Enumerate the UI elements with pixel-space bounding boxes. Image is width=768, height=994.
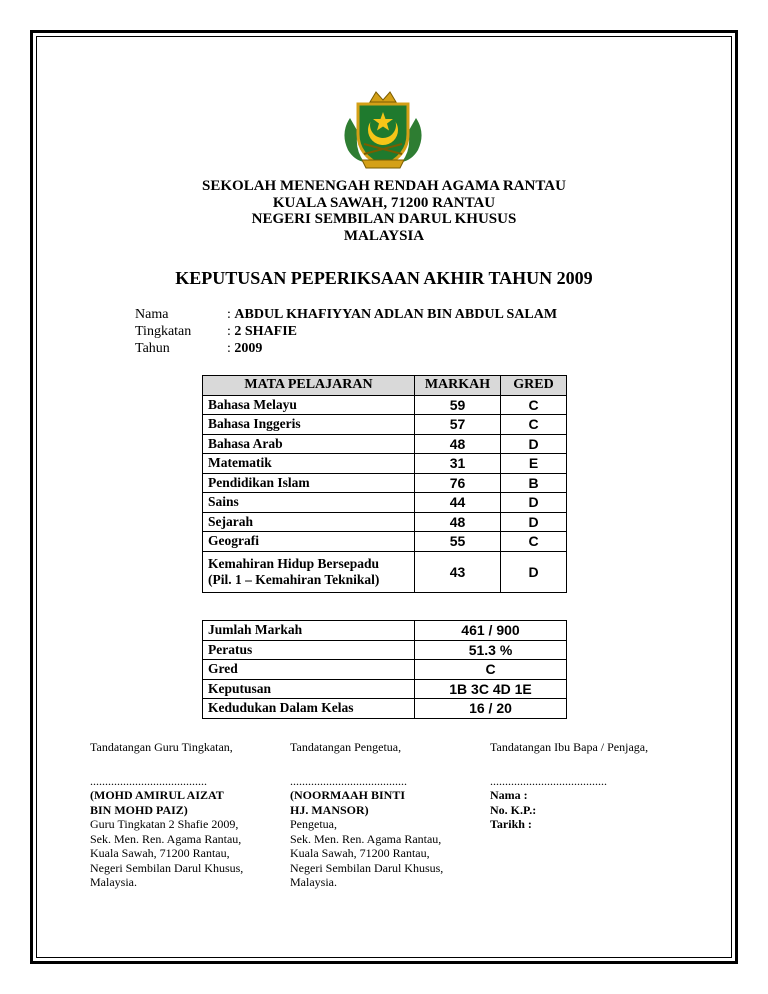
summary-value: 51.3 %	[415, 640, 567, 660]
table-row	[203, 532, 567, 552]
student-info	[135, 306, 557, 357]
parent-ic-field: No. K.P.:	[490, 802, 537, 817]
table-row	[203, 493, 567, 513]
student-form-label: Tingkatan	[135, 324, 192, 339]
summary-label: Peratus	[203, 640, 415, 660]
header-mark: MARKAH	[415, 376, 501, 396]
table-row	[203, 699, 567, 719]
teacher-address-line: Kuala Sawah, 71200 Rantau,	[90, 846, 230, 860]
table-row	[203, 621, 567, 641]
summary-value: C	[415, 660, 567, 680]
school-crest-icon	[340, 88, 426, 174]
student-year-row: Tahun : 2009	[135, 341, 263, 356]
header-grade: GRED	[501, 376, 567, 396]
principal-address-line: Malaysia.	[290, 875, 337, 889]
summary-label: Jumlah Markah	[203, 621, 415, 641]
subject-name: Bahasa Arab	[203, 434, 415, 454]
subject-mark: 44	[415, 493, 501, 513]
summary-value: 1B 3C 4D 1E	[415, 679, 567, 699]
principal-signature-line: .......................................	[290, 773, 407, 788]
table-row	[203, 512, 567, 532]
results-table	[202, 375, 567, 593]
subject-grade: D	[501, 493, 567, 513]
subject-grade: C	[501, 415, 567, 435]
student-year-value: 2009	[234, 341, 263, 356]
school-state: NEGERI SEMBILAN DARUL KHUSUS	[251, 211, 517, 227]
subject-name	[203, 551, 415, 592]
subject-grade: D	[501, 551, 567, 592]
subject-mark: 48	[415, 434, 501, 454]
subject-grade: D	[501, 434, 567, 454]
principal-title: Pengetua,	[290, 817, 337, 831]
principal-name-line1: (NOORMAAH BINTI	[290, 788, 406, 802]
summary-value: 461 / 900	[415, 621, 567, 641]
summary-label: Keputusan	[203, 679, 415, 699]
results-header-row	[203, 376, 567, 396]
summary-label: Kedudukan Dalam Kelas	[203, 699, 415, 719]
document-title: KEPUTUSAN PEPERIKSAAN AKHIR TAHUN 2009	[175, 268, 593, 288]
subject-grade: B	[501, 473, 567, 493]
subject-name: Matematik	[203, 454, 415, 474]
table-row	[203, 679, 567, 699]
subject-grade: C	[501, 532, 567, 552]
table-row	[203, 473, 567, 493]
table-row	[203, 660, 567, 680]
subject-grade: E	[501, 454, 567, 474]
table-row	[203, 395, 567, 415]
subject-mark: 31	[415, 454, 501, 474]
parent-signature-line: .......................................	[490, 773, 607, 788]
school-country: MALAYSIA	[343, 227, 425, 244]
teacher-address-line: Malaysia.	[90, 875, 137, 889]
summary-value: 16 / 20	[415, 699, 567, 719]
parent-name-field: Nama :	[490, 788, 528, 802]
table-row	[203, 454, 567, 474]
summary-table	[202, 620, 567, 719]
principal-address-line: Sek. Men. Ren. Agama Rantau,	[290, 831, 442, 846]
table-row	[203, 640, 567, 660]
teacher-signature-line: .......................................	[90, 773, 207, 788]
student-name-row: Nama : ABDUL KHAFIYYAN ADLAN BIN ABDUL SALAM	[135, 307, 558, 322]
teacher-name-line2: BIN MOHD PAIZ)	[90, 802, 188, 817]
school-address-line: KUALA SAWAH, 71200 RANTAU	[272, 194, 496, 211]
teacher-address-line: Sek. Men. Ren. Agama Rantau,	[90, 831, 242, 846]
student-name-label: Nama	[135, 307, 169, 322]
parent-date-field: Tarikh :	[490, 817, 532, 831]
subject-name: Sejarah	[203, 512, 415, 532]
teacher-title: Guru Tingkatan 2 Shafie 2009,	[90, 817, 239, 831]
table-row	[203, 415, 567, 435]
teacher-address-line: Negeri Sembilan Darul Khusus,	[90, 860, 244, 875]
subject-mark: 43	[415, 551, 501, 592]
school-header	[0, 178, 768, 244]
student-year-label: Tahun	[135, 341, 170, 356]
school-name: SEKOLAH MENENGAH RENDAH AGAMA RANTAU	[202, 178, 566, 194]
teacher-signature-block	[90, 740, 270, 890]
summary-label: Gred	[203, 660, 415, 680]
table-row	[203, 551, 567, 592]
subject-name-line1: Kemahiran Hidup Bersepadu	[208, 555, 380, 571]
teacher-signature-heading: Tandatangan Guru Tingkatan,	[90, 740, 233, 754]
parent-signature-heading: Tandatangan Ibu Bapa / Penjaga,	[490, 740, 649, 754]
header-subject: MATA PELAJARAN	[203, 376, 415, 396]
subject-grade: D	[501, 512, 567, 532]
principal-address-line: Negeri Sembilan Darul Khusus,	[290, 860, 444, 875]
subject-mark: 76	[415, 473, 501, 493]
student-name-value: ABDUL KHAFIYYAN ADLAN BIN ABDUL SALAM	[234, 307, 558, 322]
subject-name: Geografi	[203, 532, 415, 552]
principal-signature-block	[290, 740, 470, 890]
principal-name-line2: HJ. MANSOR)	[290, 802, 369, 817]
subject-grade: C	[501, 395, 567, 415]
principal-signature-heading: Tandatangan Pengetua,	[290, 740, 402, 754]
principal-address-line: Kuala Sawah, 71200 Rantau,	[290, 846, 430, 860]
student-form-value: 2 SHAFIE	[234, 324, 298, 339]
subject-name: Sains	[203, 493, 415, 513]
subject-name: Bahasa Inggeris	[203, 415, 415, 435]
table-row	[203, 434, 567, 454]
subject-name: Bahasa Melayu	[203, 395, 415, 415]
subject-name: Pendidikan Islam	[203, 473, 415, 493]
subject-mark: 57	[415, 415, 501, 435]
subject-name-line2: (Pil. 1 – Kemahiran Teknikal)	[208, 571, 380, 587]
subject-mark: 48	[415, 512, 501, 532]
student-form-row: Tingkatan : 2 SHAFIE	[135, 324, 298, 339]
parent-signature-block	[490, 740, 690, 832]
subject-mark: 55	[415, 532, 501, 552]
subject-mark: 59	[415, 395, 501, 415]
teacher-name-line1: (MOHD AMIRUL AIZAT	[90, 788, 224, 802]
